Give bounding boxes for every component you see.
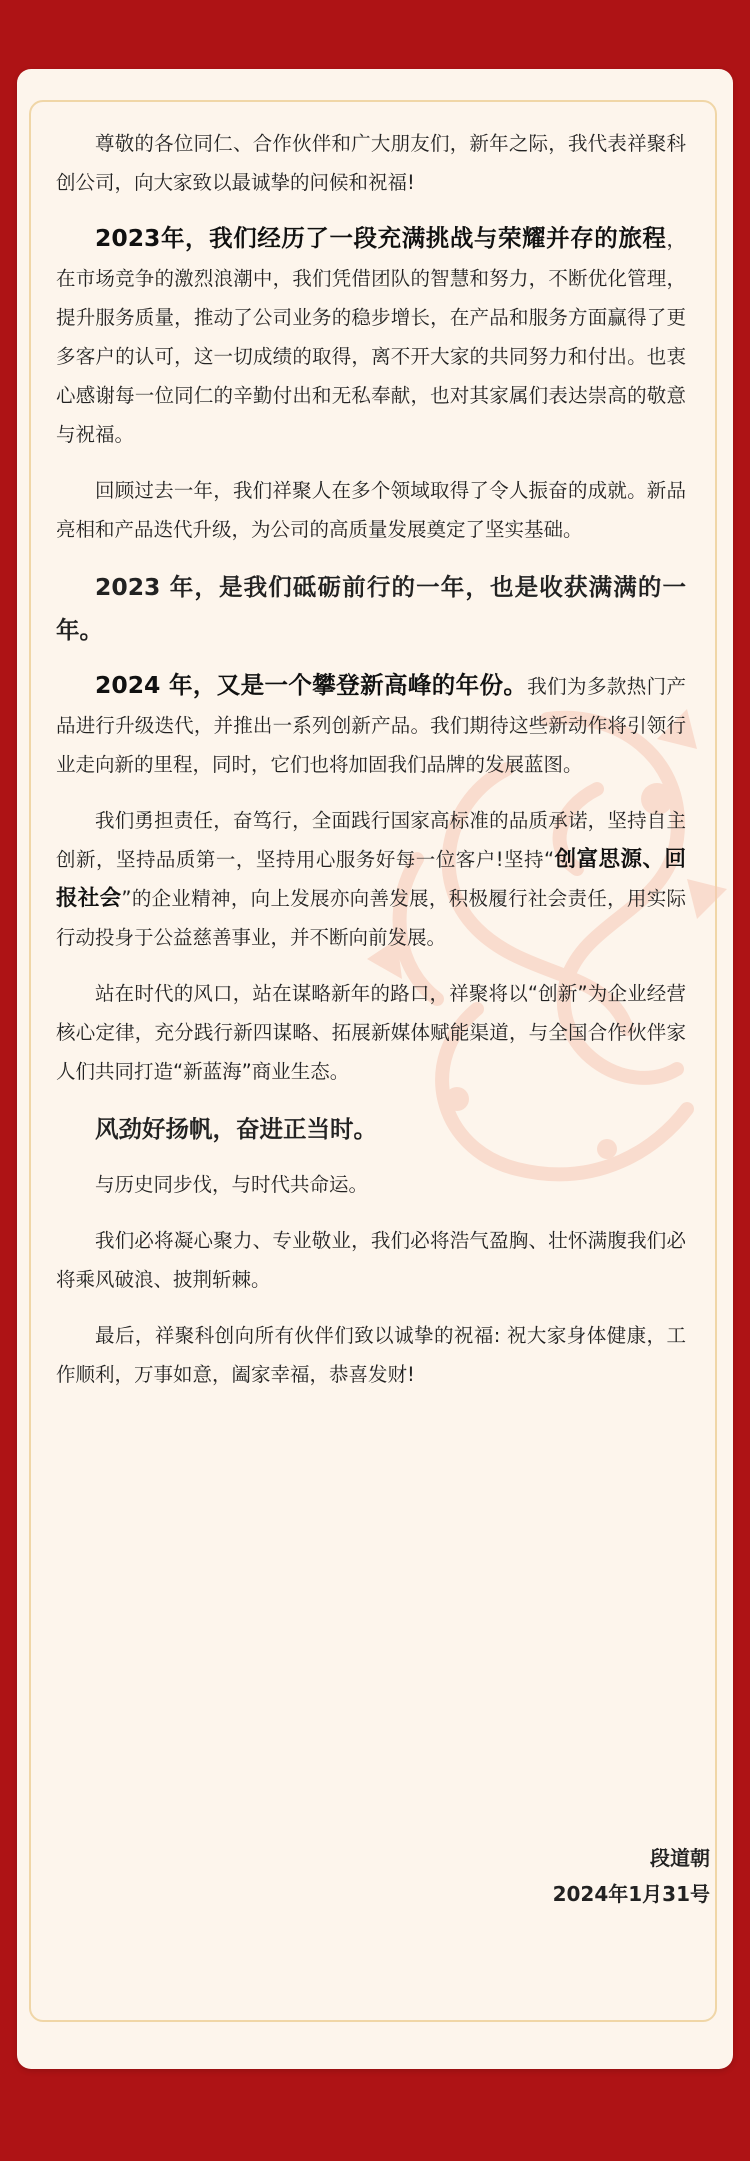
paragraph-2024-outlook	[56, 666, 686, 784]
signature-block	[553, 1840, 710, 1912]
paragraph-2023-review	[56, 219, 686, 454]
paragraph-responsibility-text-b: ”的企业精神，向上发展亦向善发展，积极履行社会责任，用实际行动投身于公益慈善事业，并不断向前发展。	[56, 887, 686, 949]
paragraph-responsibility	[56, 801, 686, 957]
paragraph-strategy: 站在时代的风口，站在谋略新年的路口，祥聚将以“创新”为企业经营核心定律，充分践行新四谋略、拓展新媒体赋能渠道，与全国合作伙伴家人们共同打造“新蓝海”商业生态。	[56, 982, 686, 1083]
paragraph-2023-review-text: ，在市场竞争的激烈浪潮中，我们凭借团队的智慧和努力，不断优化管理，提升服务质量，推动了公司业务的稳步增长，在产品和服务方面赢得了更多客户的认可，这一切成绩的取得，离不开大家的共同努力和付出。也衷心感谢每一位同仁的辛勤付出和无私奉献，也对其家属们表达崇高的敬意与祝福。	[56, 228, 686, 446]
signature-date: 2024年1月31号	[552, 1882, 710, 1906]
paragraph-2023-summary: 2023 年，是我们砥砺前行的一年，也是收获满满的一年。	[56, 573, 686, 644]
highlight-spirit: 创富思源、回报社会	[56, 847, 686, 911]
paragraph-achievements: 回顾过去一年，我们祥聚人在多个领域取得了令人振奋的成就。新品亮相和产品迭代升级，为公司的高质量发展奠定了坚实基础。	[56, 479, 686, 541]
letter-body	[56, 124, 686, 1411]
highlight-2023-journey: 2023年，我们经历了一段充满挑战与荣耀并存的旅程	[95, 224, 667, 252]
paragraph-closing-wishes: 最后，祥聚科创向所有伙伴们致以诚挚的祝福: 祝大家身体健康，工作顺利，万事如意，阖家幸福，恭喜发财!	[56, 1324, 686, 1386]
paragraph-2024-outlook-text: 我们为多款热门产品进行升级迭代，并推出一系列创新产品。我们期待这些新动作将引领行业走向新的里程，同时，它们也将加固我们品牌的发展蓝图。	[56, 675, 686, 776]
paragraph-slogan: 风劲好扬帆，奋进正当时。	[95, 1115, 377, 1143]
signature-name: 段道朝	[650, 1846, 710, 1870]
paragraph-commitment: 我们必将凝心聚力、专业敬业，我们必将浩气盈胸、壮怀满腹我们必将乘风破浪、披荆斩棘。	[56, 1229, 686, 1291]
paragraph-history: 与历史同步伐，与时代共命运。	[95, 1173, 369, 1196]
paragraph-greeting: 尊敬的各位同仁、合作伙伴和广大朋友们，新年之际，我代表祥聚科创公司，向大家致以最诚挚的问候和祝福!	[56, 132, 686, 194]
paragraph-responsibility-text-a: 我们勇担责任，奋笃行，全面践行国家高标准的品质承诺，坚持自主创新，坚持品质第一，坚持用心服务好每一位客户!坚持“	[56, 809, 686, 871]
highlight-2024-peak: 2024 年，又是一个攀登新高峰的年份。	[95, 671, 528, 699]
